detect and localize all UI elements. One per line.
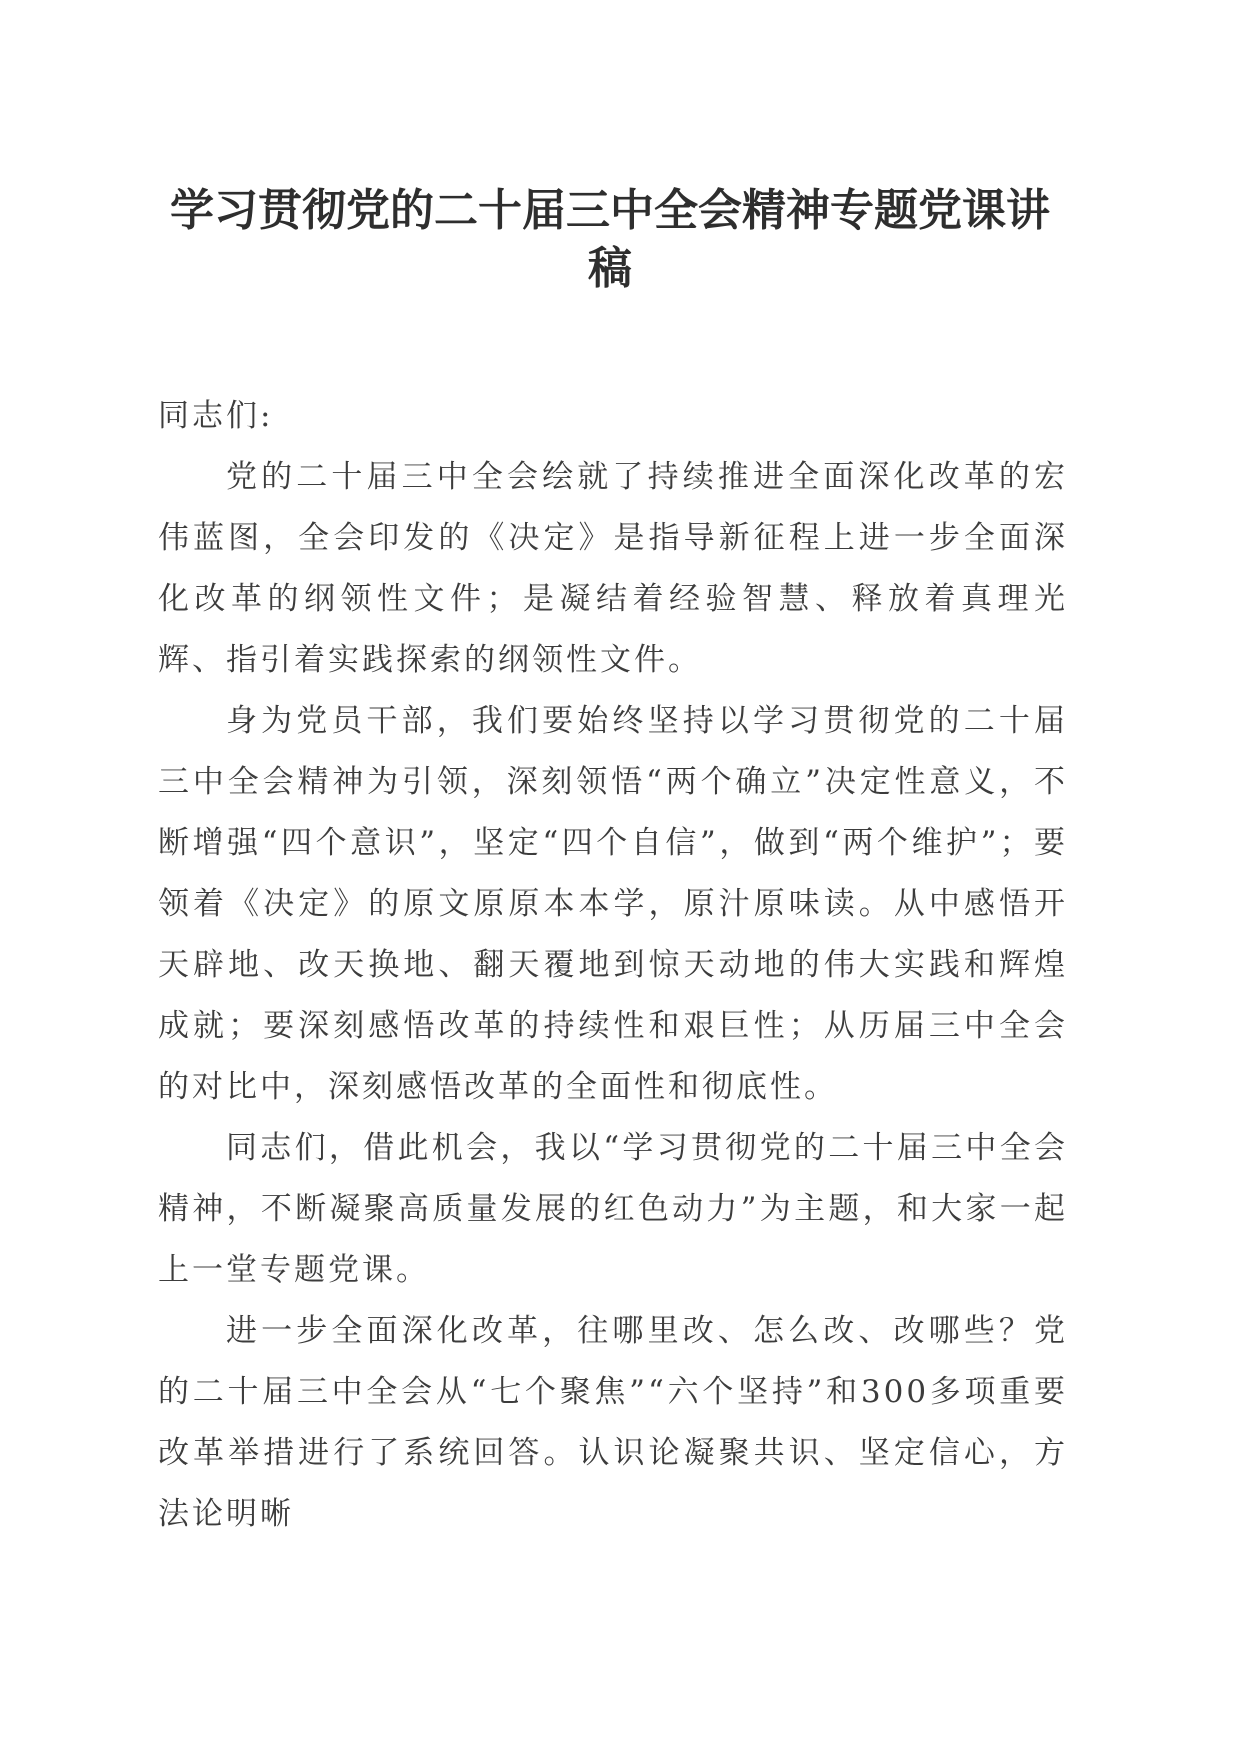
paragraph-3: 同志们，借此机会，我以“学习贯彻党的二十届三中全会精神，不断凝聚高质量发展的红色动力”为主题，和大家一起上一堂专题党课。: [158, 1130, 1068, 1288]
paragraph-4: 进一步全面深化改革，往哪里改、怎么改、改哪些？党的二十届三中全会从“七个聚焦”“六个坚持”和300多项重要改革举措进行了系统回答。认识论凝聚共识、坚定信心，方法论明晰: [158, 1313, 1068, 1532]
salutation: 同志们:: [158, 398, 274, 434]
document-body: [158, 386, 1068, 1545]
paragraph-2: 身为党员干部，我们要始终坚持以学习贯彻党的二十届三中全会精神为引领，深刻领悟“两个确立”决定性意义，不断增强“四个意识”，坚定“四个自信”，做到“两个维护”；要领着《决定》的原文原原本本学，原汁原味读。从中感悟开天辟地、改天换地、翻天覆地到惊天动地的伟大实践和辉煌成就；要深刻感悟改革的持续性和艰巨性；从历届三中全会的对比中，深刻感悟改革的全面性和彻底性。: [158, 703, 1068, 1105]
document-title: 学习贯彻党的二十届三中全会精神专题党课讲稿: [170, 185, 1050, 294]
paragraph-1: 党的二十届三中全会绘就了持续推进全面深化改革的宏伟蓝图，全会印发的《决定》是指导新征程上进一步全面深化改革的纲领性文件；是凝结着经验智慧、释放着真理光辉、指引着实践探索的纲领性文件。: [158, 459, 1068, 678]
